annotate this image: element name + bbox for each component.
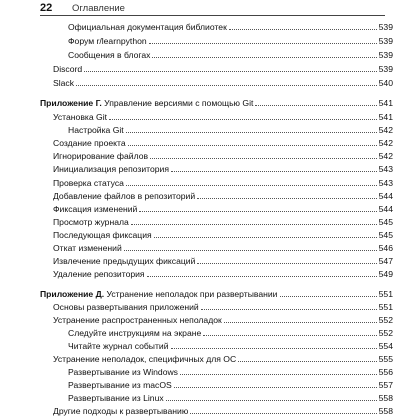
toc-entry — [53, 204, 393, 215]
toc-entry — [53, 354, 393, 365]
dot-leader — [197, 263, 376, 264]
entry-title: Сообщения в блогах — [68, 50, 151, 60]
entry-title: Другие подходы к развертыванию — [53, 406, 189, 416]
entry-page-number: 543 — [378, 164, 393, 174]
toc-entry — [53, 315, 393, 326]
dot-leader — [128, 145, 377, 146]
toc-entry — [68, 328, 393, 339]
toc-entry — [53, 256, 393, 267]
appendix-label: Приложение Д. — [40, 289, 105, 299]
toc-entry — [53, 78, 393, 89]
dot-leader — [76, 85, 377, 86]
dot-leader — [238, 361, 376, 362]
entry-page-number: 554 — [378, 341, 393, 351]
appendix-entry — [40, 98, 393, 109]
dot-leader — [150, 158, 377, 159]
entry-title: Последующая фиксация — [53, 230, 152, 240]
running-header — [40, 2, 390, 14]
toc-entry — [53, 230, 393, 241]
entry-title: Развертывание из macOS — [68, 380, 172, 390]
entry-page-number: 556 — [378, 367, 393, 377]
toc-entry — [53, 178, 393, 189]
entry-title: Добавление файлов в репозиторий — [53, 191, 196, 201]
toc-entry — [53, 164, 393, 175]
entry-title: Игнорирование файлов — [53, 151, 149, 161]
toc-entry — [53, 191, 393, 202]
entry-page-number: 540 — [378, 78, 393, 88]
entry-page-number: 545 — [378, 217, 393, 227]
entry-page-number: 544 — [378, 204, 393, 214]
entry-page-number: 558 — [378, 393, 393, 403]
entry-title: Настройка Git — [68, 125, 124, 135]
toc-entry — [53, 269, 393, 280]
entry-page-number: 547 — [378, 256, 393, 266]
entry-title: Установка Git — [53, 112, 107, 122]
entry-title: Фиксация изменений — [53, 204, 138, 214]
entry-page-number: 544 — [378, 191, 393, 201]
entry-page-number: 551 — [378, 302, 393, 312]
entry-title: Удаление репозитория — [53, 269, 145, 279]
entry-page-number: 557 — [378, 380, 393, 390]
toc-entry — [68, 380, 393, 391]
dot-leader — [229, 29, 377, 30]
entry-title: Проверка статуса — [53, 178, 124, 188]
entry-page-number: 558 — [378, 406, 393, 416]
toc-entry — [53, 138, 393, 149]
entry-page-number: 541 — [378, 98, 393, 108]
dot-leader — [152, 57, 376, 58]
entry-title: Развертывание из Linux — [68, 393, 164, 403]
entry-title: Официальная документация библиотек — [68, 22, 227, 32]
entry-title: Просмотр журнала — [53, 217, 129, 227]
dot-leader — [147, 276, 377, 277]
toc-entry — [68, 393, 393, 404]
entry-title: Приложение Г. Управление версиями с помощью Git — [40, 98, 254, 108]
dot-leader — [171, 348, 377, 349]
entry-title: Discord — [53, 64, 83, 74]
entry-title: Основы развертывания приложений — [53, 302, 199, 312]
dot-leader — [255, 105, 376, 106]
entry-page-number: 555 — [378, 354, 393, 364]
entry-page-number: 542 — [378, 125, 393, 135]
entry-page-number: 551 — [378, 289, 393, 299]
dot-leader — [166, 400, 377, 401]
dot-leader — [180, 374, 377, 375]
dot-leader — [280, 296, 377, 297]
entry-page-number: 545 — [378, 230, 393, 240]
entry-title: Устранение неполадок, специфичных для ОС — [53, 354, 237, 364]
toc-entry — [53, 217, 393, 228]
dot-leader — [224, 322, 377, 323]
appendix-entry — [40, 289, 393, 300]
entry-title: Slack — [53, 78, 75, 88]
dot-leader — [203, 335, 376, 336]
dot-leader — [109, 119, 377, 120]
appendix-label: Приложение Г. — [40, 98, 102, 108]
toc-entry — [68, 22, 393, 33]
entry-page-number: 539 — [378, 22, 393, 32]
entry-page-number: 539 — [378, 50, 393, 60]
page-number: 22 — [40, 2, 53, 14]
entry-title: Откат изменений — [53, 243, 122, 253]
entry-page-number: 542 — [378, 151, 393, 161]
entry-page-number: 541 — [378, 112, 393, 122]
toc-entry — [68, 125, 393, 136]
entry-title: Читайте журнал событий — [68, 341, 169, 351]
toc-entry — [68, 36, 393, 47]
entry-page-number: 542 — [378, 138, 393, 148]
entry-page-number: 552 — [378, 328, 393, 338]
dot-leader — [124, 250, 377, 251]
dot-leader — [201, 309, 377, 310]
toc-entry — [53, 243, 393, 254]
entry-title: Инициализация репозитория — [53, 164, 170, 174]
entry-title: Форум r/learnpython — [68, 36, 147, 46]
entry-title: Следуйте инструкциям на экране — [68, 328, 202, 338]
dot-leader — [84, 71, 377, 72]
dot-leader — [126, 132, 377, 133]
entry-page-number: 552 — [378, 315, 393, 325]
toc-entry — [53, 302, 393, 313]
toc-entry — [68, 341, 393, 352]
toc-entry — [53, 151, 393, 162]
toc-entry — [53, 64, 393, 75]
entry-page-number: 543 — [378, 178, 393, 188]
dot-leader — [126, 185, 377, 186]
entry-page-number: 539 — [378, 64, 393, 74]
header-rule — [40, 15, 385, 16]
entry-title: Развертывание из Windows — [68, 367, 178, 377]
dot-leader — [139, 211, 376, 212]
toc-entry — [53, 406, 393, 417]
dot-leader — [197, 198, 376, 199]
toc-entry — [68, 367, 393, 378]
dot-leader — [131, 224, 377, 225]
entry-title: Создание проекта — [53, 138, 126, 148]
entry-page-number: 549 — [378, 269, 393, 279]
running-title: Оглавление — [72, 3, 125, 14]
dot-leader — [174, 387, 377, 388]
entry-page-number: 546 — [378, 243, 393, 253]
toc-entry — [53, 112, 393, 123]
entry-title: Приложение Д. Устранение неполадок при развертывании — [40, 289, 278, 299]
dot-leader — [149, 43, 377, 44]
dot-leader — [190, 413, 376, 414]
dot-leader — [154, 237, 377, 238]
entry-page-number: 539 — [378, 36, 393, 46]
entry-title: Извлечение предыдущих фиксаций — [53, 256, 196, 266]
toc-entry — [68, 50, 393, 61]
dot-leader — [171, 171, 377, 172]
entry-title: Устранение распространенных неполадок — [53, 315, 222, 325]
